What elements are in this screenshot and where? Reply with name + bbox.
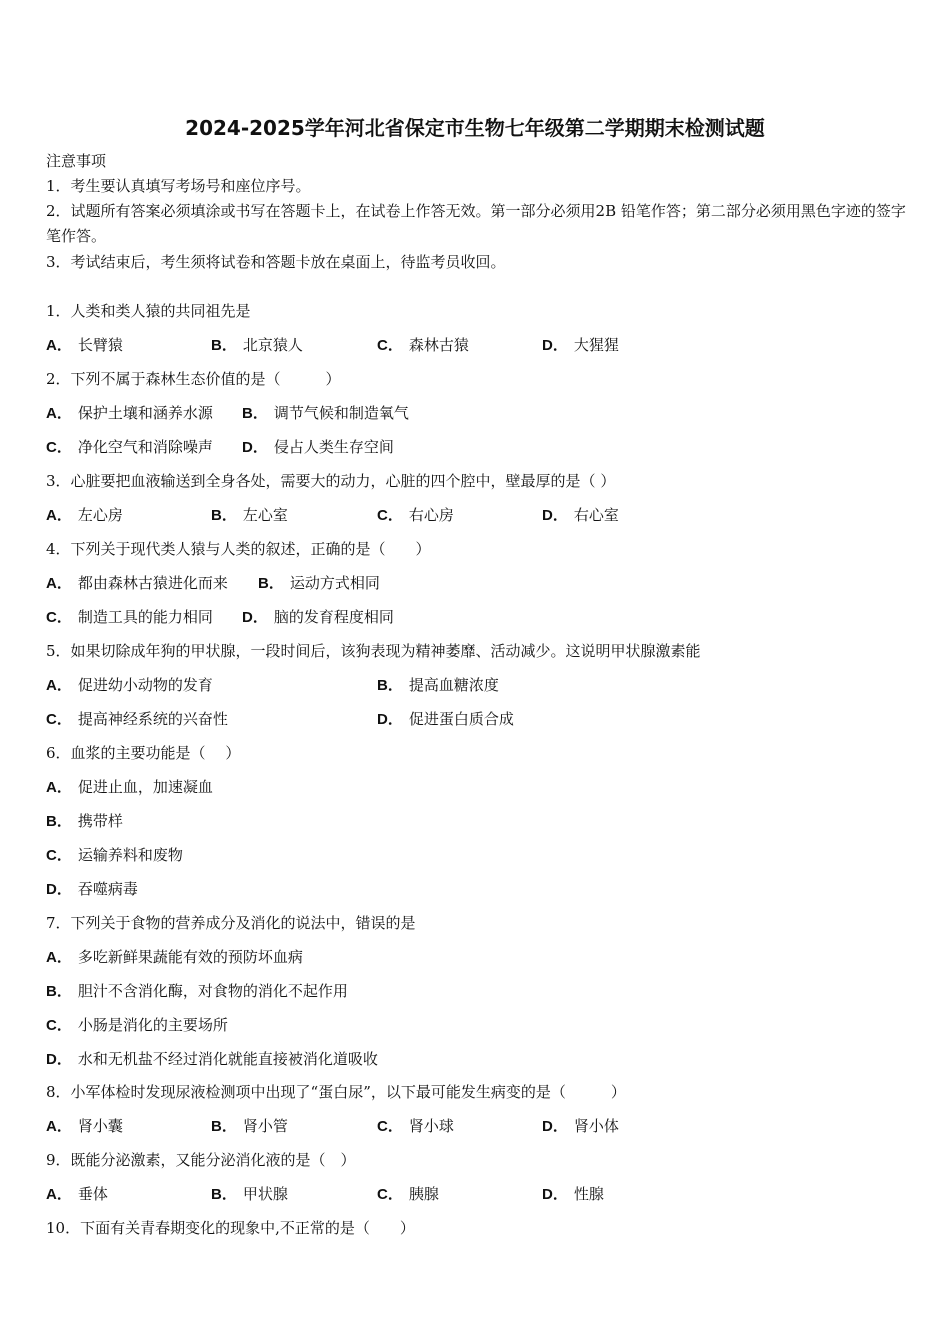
option[interactable]: C． 运输养料和废物 bbox=[46, 846, 183, 864]
option[interactable]: C． 右心房 bbox=[377, 506, 454, 524]
option[interactable]: A． 左心房 bbox=[46, 506, 123, 524]
option[interactable]: C． 森林古猿 bbox=[377, 336, 469, 354]
option[interactable]: D． 脑的发育程度相同 bbox=[242, 608, 394, 626]
notice-item: 1．考生要认真填写考场号和座位序号。 bbox=[46, 177, 311, 195]
page-title: 2024-2025学年河北省保定市生物七年级第二学期期末检测试题 bbox=[185, 116, 765, 140]
option[interactable]: C． 净化空气和消除噪声 bbox=[46, 438, 213, 456]
option[interactable]: B． 提高血糖浓度 bbox=[377, 676, 499, 694]
option[interactable]: A． 垂体 bbox=[46, 1185, 108, 1203]
option[interactable]: C． 肾小球 bbox=[377, 1117, 454, 1135]
option[interactable]: D． 促进蛋白质合成 bbox=[377, 710, 514, 728]
question-stem: 7．下列关于食物的营养成分及消化的说法中，错误的是 bbox=[46, 914, 416, 932]
option[interactable]: B． 肾小管 bbox=[211, 1117, 288, 1135]
option[interactable]: B． 甲状腺 bbox=[211, 1185, 288, 1203]
option[interactable]: D． 吞噬病毒 bbox=[46, 880, 138, 898]
option[interactable]: B． 携带样 bbox=[46, 812, 123, 830]
option[interactable]: A． 长臂猿 bbox=[46, 336, 123, 354]
option[interactable]: D． 肾小体 bbox=[542, 1117, 619, 1135]
notice-item: 2．试题所有答案必须填涂或书写在答题卡上，在试卷上作答无效。第一部分必须用2B 铅笔作答；第二部分必须用黑色字迹的签字笔作答。 bbox=[46, 202, 906, 245]
notice-heading: 注意事项 bbox=[46, 152, 107, 170]
option[interactable]: B． 北京猿人 bbox=[211, 336, 303, 354]
option[interactable]: A． 促进止血，加速凝血 bbox=[46, 778, 213, 796]
option[interactable]: A． 肾小囊 bbox=[46, 1117, 123, 1135]
question-stem: 9．既能分泌激素，又能分泌消化液的是（ ） bbox=[46, 1151, 356, 1169]
option[interactable]: B． 运动方式相同 bbox=[258, 574, 380, 592]
option[interactable]: B． 调节气候和制造氧气 bbox=[242, 404, 409, 422]
option[interactable]: A． 都由森林古猿进化而来 bbox=[46, 574, 228, 592]
question-stem: 1．人类和类人猿的共同祖先是 bbox=[46, 302, 251, 320]
option[interactable]: D． 性腺 bbox=[542, 1185, 604, 1203]
option[interactable]: A． 保护土壤和涵养水源 bbox=[46, 404, 213, 422]
question-stem: 2．下列不属于森林生态价值的是（ ） bbox=[46, 370, 341, 388]
notice-item: 3．考试结束后，考生须将试卷和答题卡放在桌面上，待监考员收回。 bbox=[46, 253, 506, 271]
option[interactable]: A． 促进幼小动物的发育 bbox=[46, 676, 213, 694]
question-stem: 10．下面有关青春期变化的现象中,不正常的是（ ） bbox=[46, 1219, 415, 1237]
option[interactable]: B． 左心室 bbox=[211, 506, 288, 524]
option[interactable]: C． 提高神经系统的兴奋性 bbox=[46, 710, 228, 728]
option[interactable]: C． 制造工具的能力相同 bbox=[46, 608, 213, 626]
option[interactable]: D． 水和无机盐不经过消化就能直接被消化道吸收 bbox=[46, 1050, 378, 1068]
option[interactable]: D． 大猩猩 bbox=[542, 336, 619, 354]
option[interactable]: D． 侵占人类生存空间 bbox=[242, 438, 394, 456]
question-stem: 8．小军体检时发现尿液检测项中出现了“蛋白尿”，以下最可能发生病变的是（ ） bbox=[46, 1083, 626, 1101]
question-stem: 3．心脏要把血液输送到全身各处，需要大的动力，心脏的四个腔中，壁最厚的是（ ） bbox=[46, 472, 616, 490]
option[interactable]: D． 右心室 bbox=[542, 506, 619, 524]
option[interactable]: A． 多吃新鲜果蔬能有效的预防坏血病 bbox=[46, 948, 303, 966]
option[interactable]: C． 小肠是消化的主要场所 bbox=[46, 1016, 228, 1034]
question-stem: 4．下列关于现代类人猿与人类的叙述，正确的是（ ） bbox=[46, 540, 431, 558]
option[interactable]: C． 胰腺 bbox=[377, 1185, 439, 1203]
question-stem: 6．血浆的主要功能是（ ） bbox=[46, 744, 241, 762]
question-stem: 5．如果切除成年狗的甲状腺，一段时间后，该狗表现为精神萎靡、活动减少。这说明甲状腺激素能 bbox=[46, 642, 701, 660]
option[interactable]: B． 胆汁不含消化酶，对食物的消化不起作用 bbox=[46, 982, 348, 1000]
